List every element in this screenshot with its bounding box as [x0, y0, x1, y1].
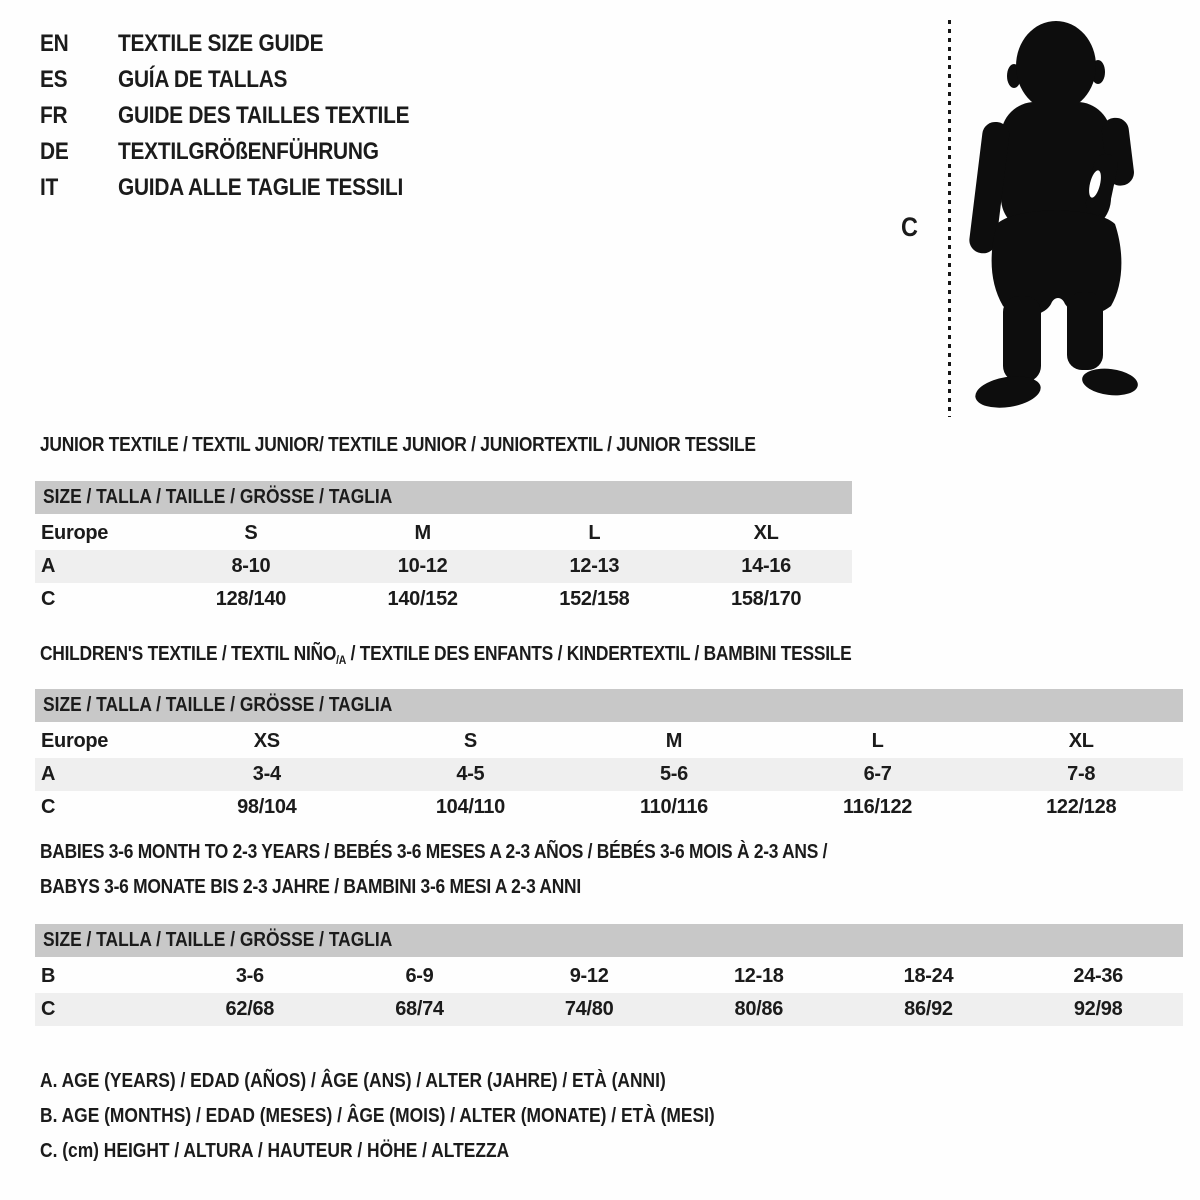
- babies-table: [35, 960, 1183, 1026]
- babies-size-header-bar: [35, 924, 1183, 957]
- language-row: [40, 26, 453, 62]
- legend-line-b-text: B. AGE (MONTHS) / EDAD (MESES) / ÂGE (MOIS) / ALTER (MONATE) / ETÀ (MESI): [40, 1105, 715, 1127]
- size-value: 74/80: [564, 998, 614, 1020]
- language-code: [40, 30, 118, 58]
- children-title-sub: /A: [336, 653, 347, 667]
- row-label: C: [41, 796, 56, 818]
- table-row: [35, 758, 1183, 791]
- size-value: 7-8: [1067, 763, 1096, 785]
- size-value: 8-10: [231, 555, 271, 577]
- size-value: 116/122: [843, 796, 913, 818]
- size-value: 14-16: [741, 555, 791, 577]
- size-value: 6-9: [405, 965, 434, 987]
- junior-size-header-bar: [35, 481, 852, 514]
- size-value: 140/152: [387, 588, 458, 610]
- table-row: [35, 993, 1183, 1026]
- guide-title-text: GUIDA ALLE TAGLIE TESSILI: [118, 174, 404, 201]
- row-label: A: [41, 763, 56, 785]
- height-measure-label: [901, 212, 921, 243]
- junior-section-title: [40, 433, 863, 457]
- legend-line-a: [40, 1064, 816, 1099]
- size-value: S: [244, 522, 258, 544]
- language-code-text: DE: [40, 138, 69, 165]
- children-table: [35, 725, 1183, 824]
- guide-title: [118, 174, 446, 202]
- size-value: 24-36: [1073, 965, 1123, 987]
- size-value: 98/104: [237, 796, 297, 818]
- language-title-list: [40, 26, 453, 206]
- size-value: XL: [753, 522, 779, 544]
- children-section-title-text: [40, 642, 851, 672]
- size-value: 3-4: [252, 763, 281, 785]
- table-row: [35, 550, 852, 583]
- legend-line-c-text: C. (cm) HEIGHT / ALTURA / HAUTEUR / HÖHE / ALTEZZA: [40, 1140, 510, 1162]
- legend-line-b: [40, 1099, 816, 1134]
- babies-title-line2: BABYS 3-6 MONATE BIS 2-3 JAHRE / BAMBINI 3-6 MESI A 2-3 ANNI: [40, 876, 581, 898]
- size-value: 5-6: [659, 763, 688, 785]
- size-value: 152/158: [559, 588, 630, 610]
- size-value: 62/68: [225, 998, 275, 1020]
- size-value: 10-12: [397, 555, 448, 577]
- row-label: C: [41, 998, 56, 1020]
- children-title-pre: CHILDREN'S TEXTILE / TEXTIL NIÑO: [40, 643, 337, 665]
- height-measure-label-text: C: [901, 212, 918, 242]
- size-value: 80/86: [734, 998, 784, 1020]
- junior-size-table: [35, 481, 852, 616]
- row-label: B: [41, 965, 56, 987]
- size-value: 110/116: [639, 796, 708, 818]
- size-value: 86/92: [904, 998, 953, 1020]
- table-row: [35, 960, 1183, 993]
- size-value: 158/170: [731, 588, 802, 610]
- size-value: 122/128: [1046, 796, 1117, 818]
- size-value: XL: [1068, 730, 1094, 752]
- children-section-title: [40, 642, 973, 672]
- size-value: XS: [253, 730, 280, 752]
- junior-table: [35, 517, 852, 616]
- table-row: [35, 725, 1183, 758]
- legend: [40, 1064, 816, 1169]
- language-code: [40, 102, 118, 130]
- size-value: 12-13: [569, 555, 620, 577]
- children-size-header-text: SIZE / TALLA / TAILLE / GRÖSSE / TAGLIA: [43, 694, 393, 716]
- size-value: 128/140: [215, 588, 286, 610]
- size-value: 92/98: [1073, 998, 1123, 1020]
- language-code: [40, 138, 118, 166]
- language-code-text: IT: [40, 174, 59, 201]
- table-row: [35, 583, 852, 616]
- size-value: 9-12: [569, 965, 609, 987]
- size-value: 104/110: [435, 796, 505, 818]
- language-code-text: ES: [40, 66, 68, 93]
- junior-size-header-text: SIZE / TALLA / TAILLE / GRÖSSE / TAGLIA: [43, 486, 393, 508]
- height-measure-dashed-line: [948, 20, 951, 417]
- row-label: C: [41, 588, 56, 610]
- size-value: 6-7: [863, 763, 892, 785]
- guide-title-text: TEXTILE SIZE GUIDE: [118, 30, 324, 57]
- language-code-text: FR: [40, 102, 68, 129]
- guide-title: [118, 30, 354, 58]
- size-value: 12-18: [733, 965, 784, 987]
- guide-title-text: GUIDE DES TAILLES TEXTILE: [118, 102, 410, 129]
- legend-line-a-text: A. AGE (YEARS) / EDAD (AÑOS) / ÂGE (ANS) / ALTER (JAHRE) / ETÀ (ANNI): [40, 1070, 666, 1092]
- language-code: [40, 174, 118, 202]
- guide-title-text: TEXTILGRÖßENFÜHRUNG: [118, 138, 379, 165]
- language-row: [40, 170, 453, 206]
- babies-size-table: [35, 924, 1183, 1026]
- size-value: 68/74: [395, 998, 444, 1020]
- row-label: Europe: [41, 522, 109, 544]
- size-value: L: [588, 522, 601, 544]
- children-size-table: [35, 689, 1183, 824]
- babies-size-header-text: SIZE / TALLA / TAILLE / GRÖSSE / TAGLIA: [43, 929, 393, 951]
- size-value: M: [414, 522, 431, 544]
- language-row: [40, 134, 453, 170]
- table-row: [35, 791, 1183, 824]
- children-size-header-bar: [35, 689, 1183, 722]
- babies-title-line1: BABIES 3-6 MONTH TO 2-3 YEARS / BEBÉS 3-6 MESES A 2-3 AÑOS / BÉBÉS 3-6 MOIS À 2-3 ANS /: [40, 841, 828, 863]
- guide-title: [118, 138, 418, 166]
- language-code: [40, 66, 118, 94]
- size-value: 18-24: [903, 965, 954, 987]
- guide-title: [118, 66, 312, 94]
- row-label: Europe: [41, 730, 109, 752]
- size-value: 3-6: [235, 965, 264, 987]
- language-row: [40, 98, 453, 134]
- junior-section-title-text: JUNIOR TEXTILE / TEXTIL JUNIOR/ TEXTILE JUNIOR / JUNIORTEXTIL / JUNIOR TESSILE: [40, 434, 756, 456]
- baby-silhouette-icon: [955, 14, 1155, 419]
- row-label: A: [41, 555, 56, 577]
- language-code-text: EN: [40, 30, 69, 57]
- size-value: S: [463, 730, 477, 752]
- babies-section-title: [40, 835, 945, 905]
- size-value: M: [665, 730, 683, 752]
- table-row: [35, 517, 852, 550]
- size-value: L: [871, 730, 884, 752]
- language-row: [40, 62, 453, 98]
- size-value: 4-5: [456, 763, 485, 785]
- legend-line-c: [40, 1134, 816, 1169]
- guide-title-text: GUÍA DE TALLAS: [118, 66, 288, 93]
- children-title-post: / TEXTILE DES ENFANTS / KINDERTEXTIL / BAMBINI TESSILE: [346, 643, 852, 665]
- guide-title: [118, 102, 453, 130]
